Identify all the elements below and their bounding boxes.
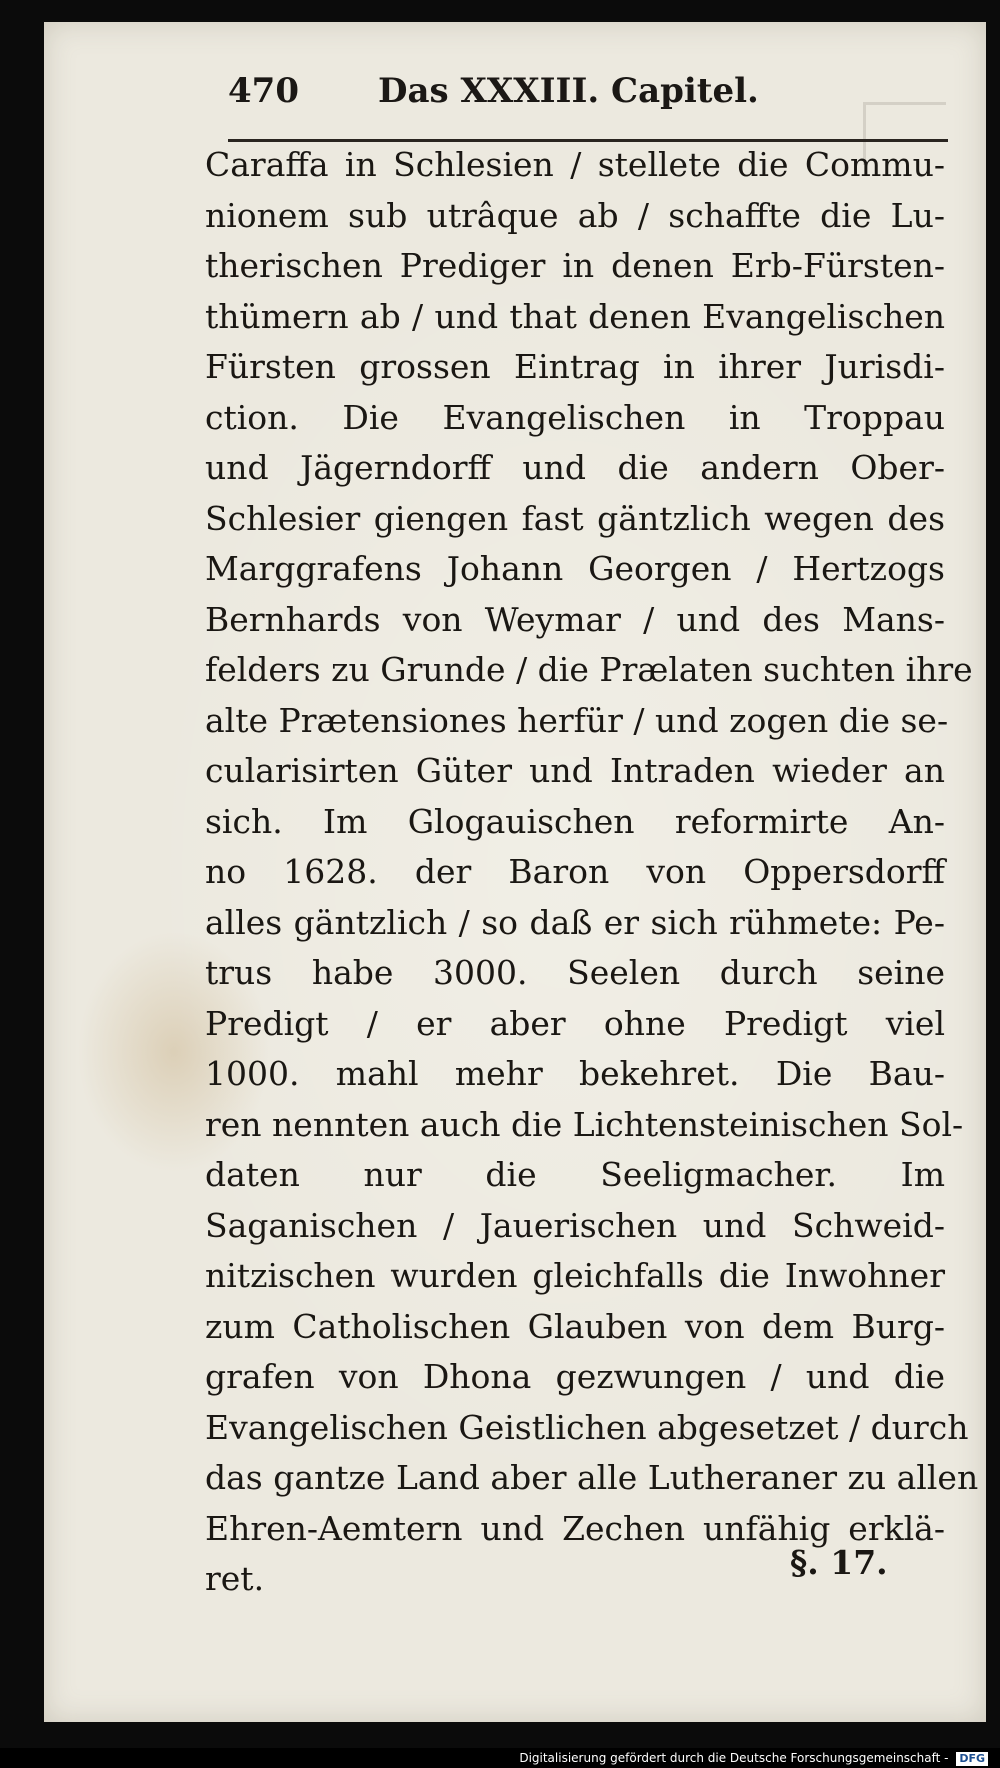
chapter-title: Das XXXIII. Capitel.	[378, 71, 759, 111]
credit-text: Digitalisierung gefördert durch die Deutsche Forschungsgemeinschaft -	[519, 1751, 949, 1765]
text-line: das gantze Land aber alle Lutheraner zu allen	[205, 1458, 979, 1497]
dfg-logo: DFG	[956, 1752, 988, 1766]
footer-credit	[519, 1748, 988, 1768]
text-line: Caraffa in Schlesien / stellete die Commu-	[205, 145, 945, 184]
text-line: Bernhards von Weymar / und des Mans-	[205, 599, 945, 639]
text-line: cularisirten Güter und Intraden wieder an	[205, 751, 945, 790]
paragraph-reference: §. 17.	[790, 1543, 888, 1582]
text-line: und Jägerndorff und die andern Ober-	[205, 448, 945, 487]
text-line: sich. Im Glogauischen reformirte An-	[205, 801, 945, 841]
text-line: Predigt / er aber ohne Predigt viel	[205, 1003, 945, 1043]
text-line: thümern ab / und that denen Evangelischen	[205, 296, 945, 336]
text-line: alles gäntzlich / so daß er sich rühmete: Pe-	[205, 902, 945, 942]
text-line: therischen Prediger in denen Erb-Fürsten-	[205, 246, 945, 285]
text-line: Evangelischen Geistlichen abgesetzet / durch	[205, 1407, 969, 1447]
text-line: Fürsten grossen Eintrag in ihrer Jurisdi-	[205, 347, 945, 386]
running-head	[228, 68, 908, 114]
text-line: felders zu Grunde / die Prælaten suchten ihre	[205, 650, 973, 689]
text-line: 1000. mahl mehr bekehret. Die Bau-	[205, 1054, 945, 1093]
text-line: Saganischen / Jauerischen und Schweid-	[205, 1205, 945, 1245]
text-line: nitzischen wurden gleichfalls die Inwohner	[205, 1256, 945, 1295]
text-line: daten nur die Seeligmacher. Im	[205, 1155, 945, 1194]
text-line: ction. Die Evangelischen in Troppau	[205, 397, 945, 437]
text-line: ren nennten auch die Lichtensteinischen Sol-	[205, 1104, 964, 1144]
text-line: trus habe 3000. Seelen durch seine	[205, 953, 945, 992]
text-line: alte Prætensiones herfür / und zogen die se-	[205, 700, 949, 740]
text-line: grafen von Dhona gezwungen / und die	[205, 1357, 945, 1396]
text-line: ret.	[205, 1559, 265, 1598]
text-line: zum Catholischen Glauben von dem Burg-	[205, 1306, 945, 1346]
page-number: 470	[228, 71, 299, 111]
text-line: nionem sub utrâque ab / schaffte die Lu-	[205, 195, 945, 235]
text-line: no 1628. der Baron von Oppersdorff	[205, 852, 945, 891]
text-line: Marggrafens Johann Georgen / Hertzogs	[205, 549, 945, 588]
text-line: Schlesier giengen fast gäntzlich wegen des	[205, 498, 945, 538]
text-line: Ehren-Aemtern und Zechen unfähig erklä-	[205, 1508, 945, 1548]
body-text	[205, 140, 979, 1605]
